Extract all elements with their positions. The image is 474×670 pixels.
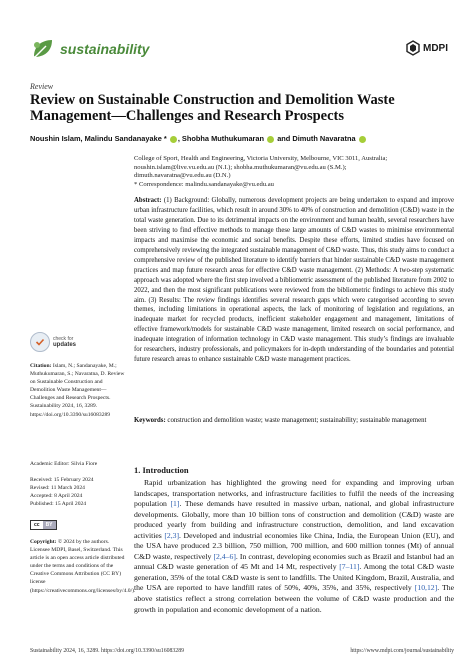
keywords	[134, 416, 454, 425]
affiliation-line: noushin.islam@live.vu.edu.au (N.I.); shobha.muthukumaran@vu.edu.au (S.M.);	[134, 163, 347, 171]
check-for-updates-button[interactable]	[30, 332, 76, 352]
footer-citation: Sustainability 2024, 16, 3289. https://doi.org/10.3390/su16083289	[30, 648, 184, 654]
page-footer	[30, 648, 454, 654]
publication-dates	[30, 476, 126, 508]
page-title: Review on Sustainable Construction and Demolition Waste Management—Challenges and Research Prospects	[30, 92, 395, 124]
date-accepted: Accepted: 8 April 2024	[30, 493, 83, 500]
by-icon: BY	[43, 521, 56, 529]
check-updates-line1: check for	[53, 336, 74, 342]
citation-block	[30, 362, 126, 419]
intro-text: . In contrast, developing economies such as Brazil and Istanbul had an annual C&D waste generation of 45 Mt and 14 Mt, respectively	[134, 551, 454, 572]
citation-label: Citation:	[30, 363, 52, 369]
check-updates-line2: updates	[53, 342, 77, 348]
citation-link[interactable]: [2,3]	[164, 530, 180, 540]
affiliation-block	[134, 155, 454, 189]
date-published: Published: 15 April 2024	[30, 501, 87, 508]
citation-link[interactable]: [1]	[170, 499, 180, 509]
leaf-logo-icon	[30, 36, 56, 62]
date-revised: Revised: 11 March 2024	[30, 485, 85, 492]
citation-link[interactable]: [10,12]	[414, 583, 438, 593]
citation-link[interactable]: [7–11]	[339, 562, 360, 572]
author-list	[30, 134, 367, 143]
date-received: Received: 15 February 2024	[30, 477, 94, 483]
affiliation-line: College of Sport, Health and Engineering, Victoria University, Melbourne, VIC 3011, Australia;	[134, 155, 388, 162]
intro-text: Rapid urbanization has highlighted the growing need for expanding and improving urban landscapes, transportation networks, and infrastructure facilities to fulfil the needs of the increasing population	[134, 478, 454, 509]
intro-text: . The above statistics reflect a strong correlation between the volume of C&D waste production and the growth in population and economic development of a nation.	[134, 583, 454, 614]
copyright-text: © 2024 by the authors. Licensee MDPI, Basel, Switzerland. This article is an open access article distributed under the terms and conditions of the Creative Commons Attribution (CC BY) license (https://creativecommons.org/licenses/by/4.0/).	[30, 539, 136, 594]
correspondence-line: * Correspondence: malindu.sandanayake@vu.edu.au	[134, 180, 274, 188]
intro-text: . Developed and industrial economies like China, India, the European Union (EU), and the USA have produced 2.3 billion, 750 million, 700 million, and 600 million tonnes (Mt) of annual C&D waste, respectively	[134, 530, 454, 561]
copyright-label: Copyright:	[30, 539, 57, 545]
orcid-icon[interactable]	[359, 136, 366, 143]
abstract-label: Abstract:	[134, 197, 162, 204]
affiliation-line: dimuth.navaratna@vu.edu.au (D.N.)	[134, 172, 231, 180]
abstract	[134, 196, 454, 365]
mdpi-logo-icon	[405, 40, 421, 56]
author-names-3: and Dimuth Navaratna	[277, 134, 356, 143]
copyright-block	[30, 538, 136, 595]
keywords-text: construction and demolition waste; waste management; sustainability; sustainable management	[167, 417, 427, 424]
check-updates-icon	[30, 332, 50, 352]
abstract-text: (1) Background: Globally, numerous development projects are being undertaken to expand and improve urban infrastructure facilities, which result in around 30% to 40% of construction and demolition (C&D) waste in the total waste generation. Due to its detrimental impacts on the environment and human health, several researchers have been striving to find effective methods to manage these large amounts of C&D wastes to minimise environmental impacts and maximise the economic and social benefits. Despite these efforts, limited studies have focused on comprehensively reviewing the integrated sustainable management of C&D waste. Thus, this study aims to conduct a comprehensive review of the published literature to identify barriers that hinder sustainable C&D waste management practices and map future research areas for effective C&D waste management. (2) Methods: A two-step systematic approach was adopted where the first step involved a bibliometric assessment of the published literature from 2002 to 2022, and then the most significant publications were reviewed from the bibliometric findings to achieve this study aim. (3) Results: The review findings identifies several research gaps which were categorised according to seven themes, including limitations in operational aspects, the lack of monitoring of legislation and regulations, an inadequate market for recycled products, inefficient stakeholder engagement and management, limitations of effective framework/models for sustainable C&D waste management, limited research on social performance, and inadequate integration of information technology in C&D waste management. This study’s findings are invaluable for researchers, industry professionals, and policymakers for in-depth understanding of the boundaries and potential future research areas to enhance sustainable C&D waste management practices.	[134, 197, 454, 364]
intro-text: . These demands have resulted in massive urban, national, and global infrastructure developments. Globally, more than 10 billion tons of construction and demolition (C&D) waste are produced yearly from building and infrastructure construction, demolition, and land excavation activities	[134, 499, 455, 540]
author-names-2: , Shobha Muthukumaran	[177, 134, 265, 143]
journal-name: sustainability	[60, 41, 150, 57]
publisher-name: MDPI	[423, 42, 448, 54]
intro-text: . Among the total C&D waste generation, 35% of the total C&D waste is sent to landfills. The United Kingdom, Brazil, Australia, and the USA are reported to have landfill rates of 50%, 40%, 35%, and 35%, respectively	[134, 562, 455, 593]
introduction-paragraph	[134, 478, 454, 615]
journal-header	[30, 36, 149, 62]
footer-journal-link[interactable]: https://www.mdpi.com/journal/sustainability	[350, 648, 454, 654]
cc-by-license-badge[interactable]	[30, 520, 57, 530]
publisher-logo	[405, 40, 448, 56]
citation-text: Islam, N.; Sandanayake, M.; Muthukumaran, S.; Navaratna, D. Review on Sustainable Construction and Demolition Waste Management—Challenges and Research Prospects. Sustainability 2024, 16, 3289. https://doi.org/10.3390/su16083289	[30, 363, 125, 418]
author-names-1: Noushin Islam, Malindu Sandanayake *	[30, 134, 167, 143]
keywords-label: Keywords:	[134, 417, 166, 424]
citation-link[interactable]: [2,4–6]	[213, 551, 236, 561]
cc-icon: cc	[31, 521, 43, 529]
section-heading: 1. Introduction	[134, 465, 189, 475]
academic-editor: Academic Editor: Silvia Fiore	[30, 461, 98, 467]
orcid-icon[interactable]	[170, 136, 177, 143]
article-type: Review	[30, 82, 54, 91]
orcid-icon[interactable]	[267, 136, 274, 143]
